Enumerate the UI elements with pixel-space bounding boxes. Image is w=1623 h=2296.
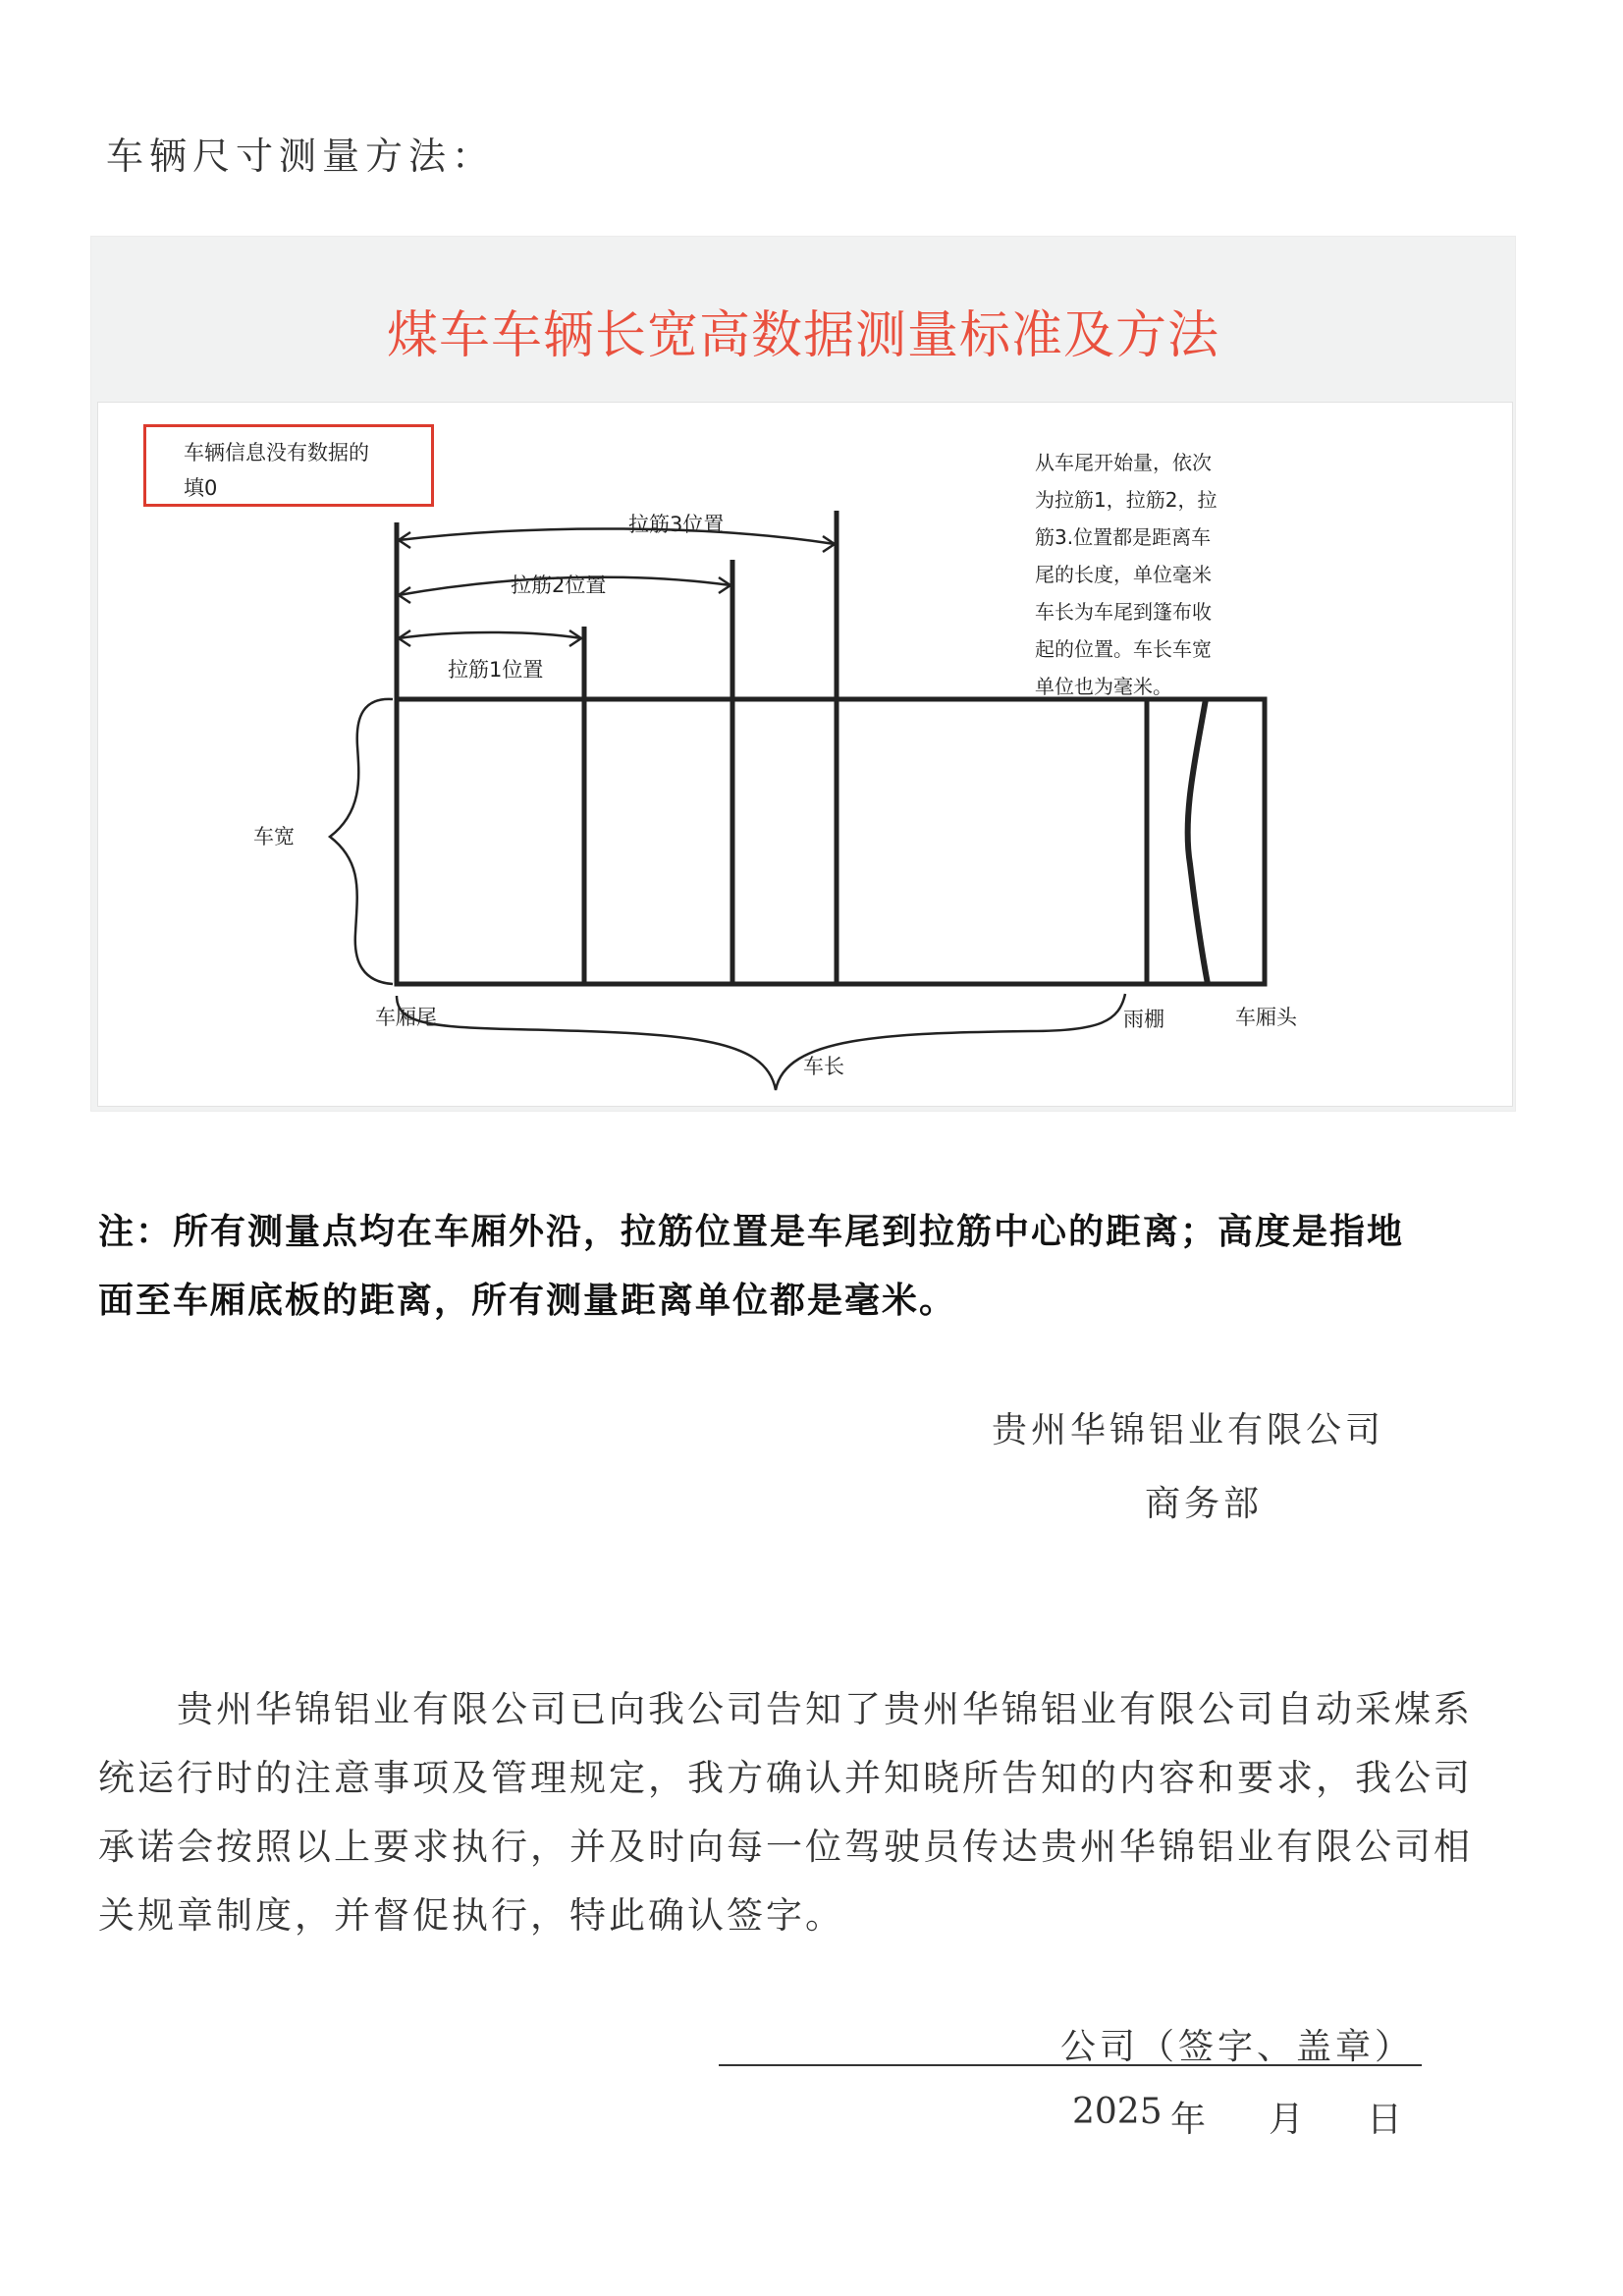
- no-data-note-box: [143, 424, 434, 507]
- explanation-line: 从车尾开始量，依次: [1035, 451, 1212, 474]
- rib1-label: 拉筋1位置: [448, 658, 544, 682]
- rib3-arrow: [399, 528, 835, 544]
- rib1-arrow: [399, 632, 581, 638]
- tail-label: 车厢尾: [375, 1006, 437, 1029]
- explanation-line: 单位也为毫米。: [1035, 675, 1172, 698]
- date-month-unit: 月: [1269, 2100, 1305, 2140]
- paragraph-line-4: 关规章制度，并督促执行，特此确认签字。: [98, 1894, 844, 1937]
- paragraph-line-1: 贵州华锦铝业有限公司已向我公司告知了贵州华锦铝业有限公司自动采煤系: [177, 1688, 1473, 1730]
- figure-title: 煤车车辆长宽高数据测量标准及方法: [386, 306, 1219, 365]
- confirmation-paragraph: [98, 1675, 1551, 1950]
- truck-diagram: [97, 402, 1513, 1107]
- paragraph-line-3: 承诺会按照以上要求执行，并及时向每一位驾驶员传达贵州华锦铝业有限公司相: [98, 1826, 1473, 1868]
- explanation-line: 起的位置。车长车宽: [1035, 637, 1212, 661]
- no-data-note-line-2: 填0: [184, 476, 218, 500]
- issuer-name: 贵州华锦铝业有限公司: [992, 1410, 1385, 1450]
- measurement-figure: [90, 236, 1516, 1112]
- note-line-1: 注：所有测量点均在车厢外沿，拉筋位置是车尾到拉筋中心的距离；高度是指地: [98, 1212, 1405, 1252]
- canopy-fold-curve: [1188, 699, 1208, 984]
- explanation-line: 车长为车尾到篷布收: [1035, 600, 1212, 624]
- measurement-note: [98, 1198, 1532, 1336]
- measurement-explanation: [1035, 444, 1320, 705]
- date-year: 2025: [1072, 2092, 1163, 2132]
- note-line-2: 面至车厢底板的距离，所有测量距离单位都是毫米。: [98, 1281, 957, 1321]
- no-data-note-line-1: 车辆信息没有数据的: [184, 441, 369, 465]
- department-name: 商务部: [1145, 1484, 1264, 1524]
- explanation-line: 为拉筋1，拉筋2，拉: [1035, 488, 1217, 512]
- date-day-unit: 日: [1367, 2100, 1403, 2140]
- rib2-label: 拉筋2位置: [511, 574, 607, 597]
- signature-line: [719, 2064, 1422, 2066]
- canopy-label: 雨棚: [1123, 1008, 1164, 1031]
- page-heading: 车辆尺寸测量方法：: [106, 135, 496, 178]
- date-year-unit: 年: [1170, 2100, 1207, 2140]
- explanation-line: 筋3.位置都是距离车: [1035, 525, 1212, 549]
- cargo-box-outline: [397, 699, 1265, 984]
- head-label: 车厢头: [1235, 1006, 1297, 1029]
- rib3-label: 拉筋3位置: [628, 513, 725, 536]
- paragraph-line-2: 统运行时的注意事项及管理规定，我方确认并知晓所告知的内容和要求，我公司: [98, 1757, 1473, 1799]
- signature-label: 公司（签字、盖章）: [1060, 2027, 1415, 2067]
- explanation-line: 尾的长度，单位毫米: [1035, 563, 1212, 586]
- width-brace: [330, 699, 393, 984]
- width-label: 车宽: [253, 825, 295, 848]
- length-label: 车长: [803, 1055, 844, 1078]
- length-brace: [397, 994, 1125, 1090]
